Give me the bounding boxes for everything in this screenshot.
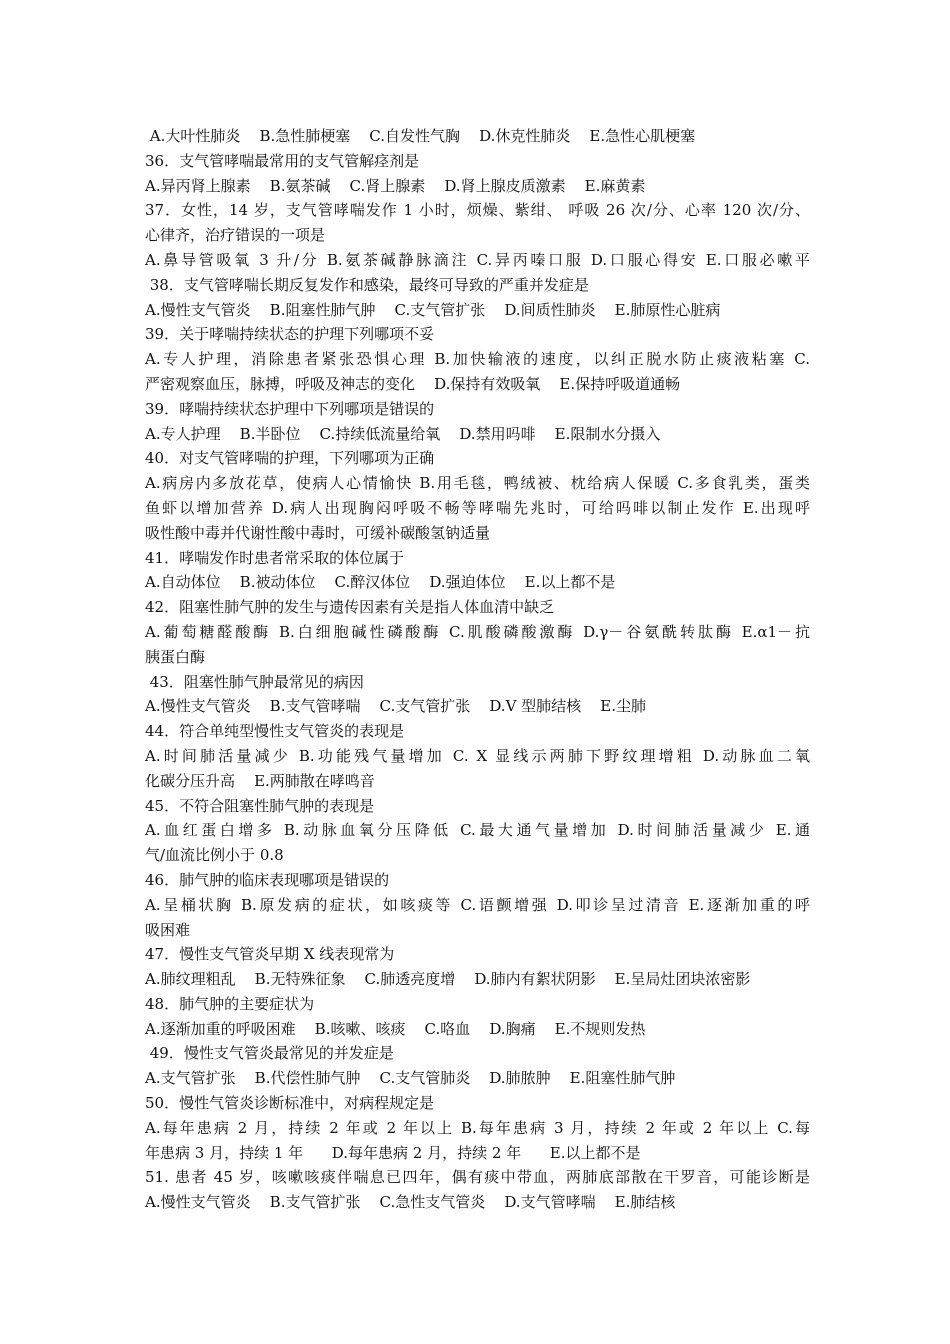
- text-line: A.慢性支气管炎 B.支气管扩张 C.急性支气管炎 D.支气管哮喘 E.肺结核: [145, 1193, 676, 1212]
- text-line: 41．哮喘发作时患者常采取的体位属于: [145, 548, 405, 567]
- text-line: 48．肺气肿的主要症状为: [145, 994, 315, 1013]
- text-line: 气/血流比例小于 0.8: [145, 846, 284, 865]
- text-line: A.肺纹理粗乱 B.无特殊征象 C.肺透亮度增 D.肺内有絮状阴影 E.呈局灶团块浓密影: [145, 970, 751, 989]
- text-line: 年患病 3 月，持续 1 年 D.每年患病 2 月，持续 2 年 E.以上都不是: [145, 1143, 641, 1162]
- text-line: 38．支气管哮喘长期反复发作和感染，最终可导致的严重并发症是: [145, 275, 589, 294]
- text-line: A.自动体位 B.被动体位 C.醉汉体位 D.强迫体位 E.以上都不是: [145, 573, 616, 592]
- text-line: 鱼虾以增加营养 D.病人出现胸闷呼吸不畅等哮喘先兆时，可给吗啡以制止发作 E.出现呼: [145, 498, 810, 517]
- text-line: 50．慢性气管炎诊断标准中，对病程规定是: [145, 1094, 435, 1113]
- text-line: 40．对支气管哮喘的护理，下列哪项为正确: [145, 449, 435, 468]
- text-line: 39．关于哮喘持续状态的护理下列哪项不妥: [145, 325, 435, 344]
- text-line: A.专人护理 B.半卧位 C.持续低流量给氧 D.禁用吗啡 E.限制水分摄入: [145, 424, 661, 443]
- text-line: 严密观察血压，脉搏，呼吸及神志的变化 D.保持有效吸氧 E.保持呼吸道通畅: [145, 374, 681, 393]
- text-line: A.慢性支气管炎 B.支气管哮喘 C.支气管扩张 D.Ⅴ 型肺结核 E.尘肺: [145, 697, 646, 716]
- text-line: A.病房内多放花草，使病人心情愉快 B.用毛毯，鸭绒被、枕给病人保暖 C.多食乳类，蛋类: [145, 474, 810, 493]
- text-line: 胰蛋白酶: [145, 647, 206, 666]
- text-line: 51. 患者 45 岁，咳嗽咳痰伴喘息已四年，偶有痰中带血，两肺底部散在干罗音，可能诊断是: [145, 1168, 811, 1187]
- text-line: A.葡萄糖醛酸酶 B.白细胞碱性磷酸酶 C.肌酸磷酸激酶 D.γ－谷氨酰转肽酶 E.α1－抗: [145, 622, 810, 641]
- text-line: 吸性酸中毒并代谢性酸中毒时，可缓补碳酸氢钠适量: [145, 523, 491, 542]
- text-line: 47．慢性支气管炎早期 X 线表现常为: [145, 945, 395, 964]
- text-line: A.血红蛋白增多 B.动脉血氧分压降低 C.最大通气量增加 D.时间肺活量减少 E.通: [145, 821, 810, 840]
- text-line: A.异丙肾上腺素 B.氨茶碱 C.肾上腺素 D.肾上腺皮质激素 E.麻黄素: [145, 176, 646, 195]
- text-line: 49．慢性支气管炎最常见的并发症是: [145, 1044, 394, 1063]
- text-line: 44．符合单纯型慢性支气管炎的表现是: [145, 722, 405, 741]
- text-line: A.每年患病 2 月，持续 2 年或 2 年以上 B.每年患病 3 月，持续 2 年或 2 年以上 C.每: [145, 1118, 810, 1137]
- text-line: A.专人护理，消除患者紧张恐惧心理 B.加快输液的速度，以纠正脱水防止痰液粘塞 C.: [145, 350, 810, 369]
- text-line: A.大叶性肺炎 B.急性肺梗塞 C.自发性气胸 D.休克性肺炎 E.急性心肌梗塞: [145, 127, 696, 145]
- text-line: A.逐渐加重的呼吸困难 B.咳嗽、咳痰 C.咯血 D.胸痛 E.不规则发热: [145, 1019, 646, 1038]
- text-line: 42．阻塞性肺气肿的发生与遗传因素有关是指人体血清中缺乏: [145, 598, 555, 617]
- text-line: A.鼻导管吸氧 3 升/分 B.氨茶碱静脉滴注 C.异丙嗪口服 D.口服心得安 E.口服必嗽平: [145, 250, 810, 269]
- document-body: [145, 124, 810, 1215]
- text-line: 45．不符合阻塞性肺气肿的表现是: [145, 796, 375, 815]
- text-line: A.呈桶状胸 B.原发病的症状，如咳痰等 C.语颤增强 D.叩诊呈过清音 E.逐渐加重的呼: [145, 895, 810, 914]
- text-line: 吸困难: [145, 920, 191, 939]
- text-line: A.时间肺活量减少 B.功能残气量增加 C. X 显线示两肺下野纹理增粗 D.动脉血二氧: [145, 746, 810, 765]
- text-line: 46．肺气肿的临床表现哪项是错误的: [145, 870, 390, 889]
- text-line: 39．哮喘持续状态护理中下列哪项是错误的: [145, 399, 435, 418]
- text-line: 化碳分压升高 E.两肺散在哮鸣音: [145, 771, 375, 790]
- text-line: 37．女性，14 岁，支气管哮喘发作 1 小时，烦燥、紫绀、 呼吸 26 次/分、心率 120 次/分、: [145, 201, 810, 220]
- text-line: 36．支气管哮喘最常用的支气管解痉剂是: [145, 151, 420, 170]
- text-line: 心律齐，治疗错误的一项是: [145, 226, 326, 245]
- text-line: 43．阻塞性肺气肿最常见的病因: [145, 672, 364, 691]
- text-line: A.支气管扩张 B.代偿性肺气肿 C.支气管肺炎 D.肺脓肿 E.阻塞性肺气肿: [145, 1069, 676, 1088]
- text-line: A.慢性支气管炎 B.阻塞性肺气肿 C.支气管扩张 D.间质性肺炎 E.肺原性心脏病: [145, 300, 721, 319]
